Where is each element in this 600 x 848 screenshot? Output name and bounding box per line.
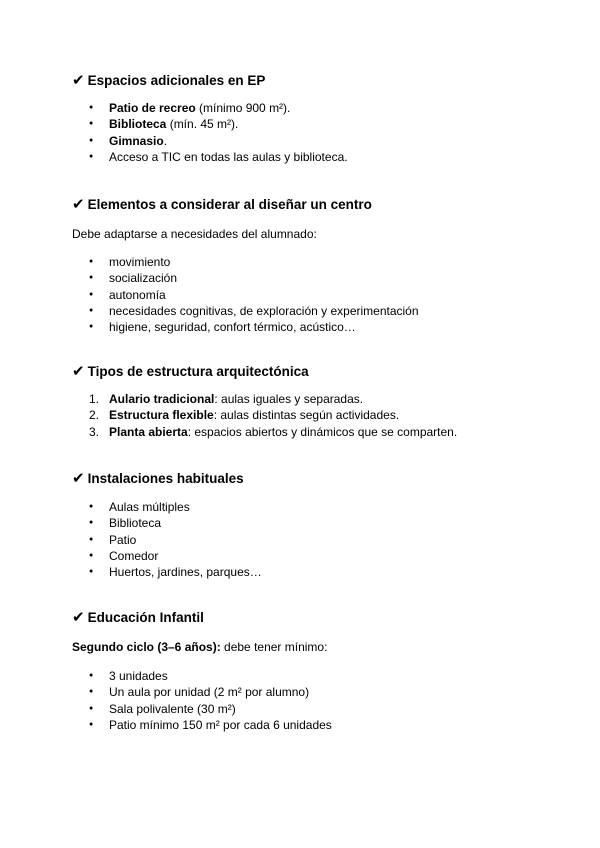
- list-item: ● Patio: [72, 532, 572, 548]
- numbered-list: [72, 391, 572, 440]
- list-item: ● Aulas múltiples: [72, 499, 572, 515]
- section-heading: ✔ Elementos a considerar al diseñar un centro: [72, 196, 372, 213]
- list-item: 3. Planta abierta: espacios abiertos y dinámicos que se comparten.: [89, 424, 458, 439]
- list-item: ● Biblioteca: [72, 515, 572, 531]
- list-item: ● higiene, seguridad, confort térmico, acústico…: [72, 319, 572, 335]
- section-educacion-infantil: [72, 609, 572, 733]
- list-item: ● Un aula por unidad (2 m² por alumno): [72, 684, 572, 700]
- section-heading: ✔ Espacios adicionales en EP: [72, 72, 266, 89]
- bullet-list: [72, 100, 572, 165]
- list-item: ● Huertos, jardines, parques…: [72, 564, 572, 580]
- section-heading: ✔ Educación Infantil: [72, 609, 204, 626]
- list-item: ● Biblioteca (mín. 45 m²).: [72, 116, 572, 132]
- list-item: 2. Estructura flexible: aulas distintas según actividades.: [89, 408, 400, 423]
- list-item: ● Patio de recreo (mínimo 900 m²).: [72, 100, 572, 116]
- section-intro: Segundo ciclo (3–6 años): debe tener mínimo:: [72, 640, 328, 654]
- check-mark-icon: ✔: [72, 470, 85, 487]
- list-item: ● autonomía: [72, 287, 572, 303]
- section-intro: Debe adaptarse a necesidades del alumnado:: [72, 227, 317, 241]
- bullet-list: [72, 254, 572, 335]
- section-instalaciones: [72, 470, 572, 580]
- section-tipos-estructura: [72, 363, 572, 440]
- check-mark-icon: ✔: [72, 363, 85, 380]
- section-heading: ✔ Instalaciones habituales: [72, 470, 244, 487]
- list-item: ● Acceso a TIC en todas las aulas y biblioteca.: [72, 149, 572, 165]
- list-item: ● movimiento: [72, 254, 572, 270]
- list-item: ● Comedor: [72, 548, 572, 564]
- check-mark-icon: ✔: [72, 196, 85, 213]
- check-mark-icon: ✔: [72, 72, 85, 89]
- section-espacios-adicionales: [72, 72, 572, 165]
- list-item: ● 3 unidades: [72, 668, 572, 684]
- list-item: ● Patio mínimo 150 m² por cada 6 unidades: [72, 717, 572, 733]
- list-item: ● necesidades cognitivas, de exploración y experimentación: [72, 303, 572, 319]
- bullet-list: [72, 668, 572, 733]
- list-item: 1. Aulario tradicional: aulas iguales y separadas.: [89, 392, 364, 406]
- list-item: ● socialización: [72, 270, 572, 286]
- section-heading: ✔ Tipos de estructura arquitectónica: [72, 363, 309, 380]
- bullet-list: [72, 499, 572, 580]
- check-mark-icon: ✔: [72, 609, 85, 626]
- list-item: ● Sala polivalente (30 m²): [72, 701, 572, 717]
- section-elementos-diseno: [72, 196, 572, 335]
- list-item: ● Gimnasio.: [72, 133, 572, 149]
